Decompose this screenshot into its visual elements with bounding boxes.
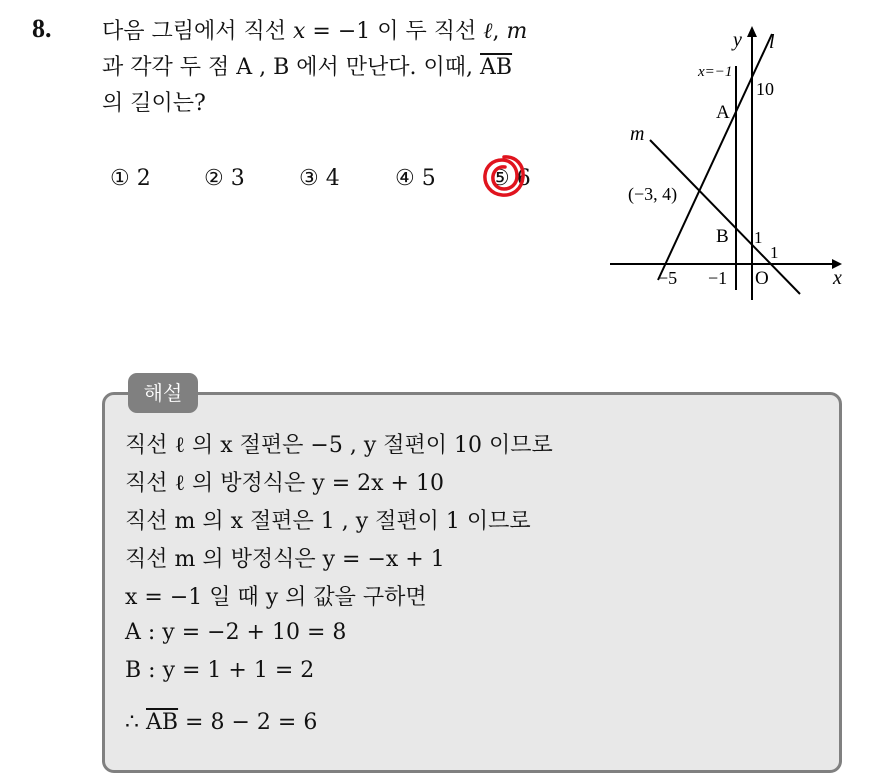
line-l-label: l: [769, 31, 775, 53]
x-axis-label: x: [833, 267, 842, 289]
choice-3-value: 4: [325, 166, 340, 191]
y-axis-arrow: [747, 26, 757, 37]
answer-circle-mark: [478, 150, 530, 202]
choice-2[interactable]: [204, 166, 245, 191]
q1-text-a: 다음 그림에서 직선: [102, 19, 293, 44]
question-number: 8.: [32, 14, 52, 43]
line-m-label: m: [630, 123, 645, 145]
choice-1[interactable]: [110, 166, 151, 191]
question-line-2: [102, 50, 602, 86]
solution-line-2: 직선 ℓ 의 방정식은 y = 2x + 10: [125, 471, 444, 496]
point-a-label: A: [716, 102, 730, 123]
y-intercept-m-label: 1: [754, 228, 763, 247]
solution-tag: 해설: [128, 373, 198, 413]
solution-line-3: 직선 m 의 x 절편은 1 , y 절편이 1 이므로: [125, 509, 531, 534]
choice-1-value: 2: [136, 166, 151, 191]
q1-var-x: x: [293, 19, 306, 44]
choice-4[interactable]: [395, 166, 436, 191]
q1-var-l: ℓ: [483, 19, 493, 44]
question-line-1: [102, 14, 602, 50]
choice-4-symbol: ④: [395, 166, 415, 191]
y-axis-label: y: [733, 29, 742, 51]
y-intercept-l-label: 10: [756, 79, 774, 99]
choice-5-symbol: ⑤: [490, 166, 510, 191]
q2-segment-ab: $\overline{AB}$: [480, 55, 513, 80]
q2-text: 과 각각 두 점 A , B 에서 만난다. 이때,: [102, 55, 480, 80]
tick-neg1-label: −1: [708, 268, 728, 288]
solution-line-7: B : y = 1 + 1 = 2: [125, 658, 315, 683]
choice-2-value: 3: [230, 166, 245, 191]
q1-text-b: = −1 이 두 직선: [305, 19, 484, 44]
solution-line-5: x = −1 일 때 y 의 값을 구하면: [125, 585, 427, 610]
origin-label: O: [755, 268, 769, 289]
choice-5-value: 6: [516, 166, 531, 191]
x-intercept-m-label: 1: [770, 243, 779, 262]
solution-line-1: 직선 ℓ 의 x 절편은 −5 , y 절편이 10 이므로: [125, 433, 553, 458]
q1-var-m: m: [506, 19, 528, 44]
intersection-label: (−3, 4): [628, 184, 678, 204]
choice-1-symbol: ①: [110, 166, 130, 191]
vertical-line-label: x=−1: [698, 64, 733, 80]
solution-line-4: 직선 m 의 방정식은 y = −x + 1: [125, 547, 445, 572]
point-b-label: B: [716, 226, 729, 247]
coordinate-figure: [600, 20, 850, 310]
choice-3[interactable]: [299, 166, 340, 191]
solution-line-8: ∴ $\overline{AB} = 8 - 2 = 6$: [125, 710, 318, 735]
solution-line-6: A : y = −2 + 10 = 8: [125, 620, 347, 645]
choice-2-symbol: ②: [204, 166, 224, 191]
q1-comma: ,: [492, 19, 507, 44]
question-line-3: 의 길이는?: [102, 91, 206, 116]
solution-segment-ab: $\overline{AB}$: [146, 710, 179, 735]
question-text: [102, 14, 602, 122]
choice-4-value: 5: [421, 166, 436, 191]
choice-3-symbol: ③: [299, 166, 319, 191]
tick-neg5-label: −5: [658, 268, 678, 288]
